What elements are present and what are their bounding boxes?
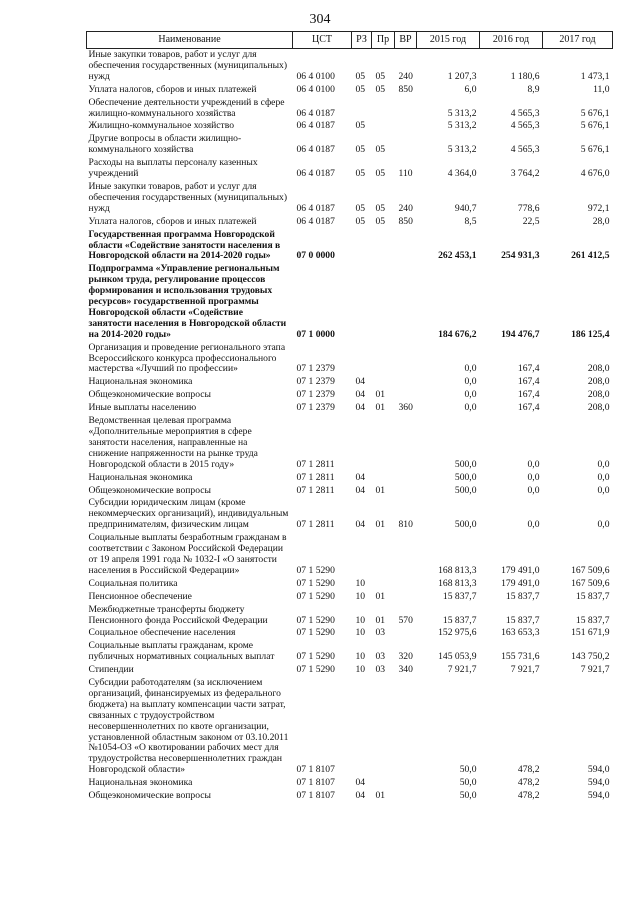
row-cst: 07 1 8107 <box>296 764 335 776</box>
row-name: Уплата налогов, сборов и иных платежей <box>88 83 257 95</box>
row-pr <box>372 677 395 777</box>
row-name: Социальные выплаты гражданам, кроме публичных нормативных социальных выплат <box>88 640 275 663</box>
row-cst: 07 1 5290 <box>296 590 335 602</box>
row-2016: 167,4 <box>517 363 540 375</box>
row-2015: 500,0 <box>454 458 477 470</box>
row-2016: 8,9 <box>527 83 540 95</box>
row-vr <box>395 677 417 777</box>
table-row <box>87 485 613 498</box>
row-vr <box>395 376 417 389</box>
row-2015: 1 207,3 <box>447 70 477 82</box>
row-2016: 7 921,7 <box>510 664 540 676</box>
row-2017: 208,0 <box>587 402 610 414</box>
row-name: Ведомственная целевая программа «Дополнительные мероприятия в сфере занятости населения, направленные на снижение напряженности на рынке труда Новгородской области в 2015 году» <box>88 415 258 470</box>
row-2016: 4 565,3 <box>510 107 540 119</box>
row-2016: 194 476,7 <box>501 328 540 340</box>
row-2016: 478,2 <box>517 764 540 776</box>
row-cst: 06 4 0187 <box>296 144 335 156</box>
row-name: Субсидии юридическим лицам (кроме некоммерческих организаций), индивидуальным предпринимателям, физическим лицам <box>88 497 289 531</box>
row-rz <box>352 415 372 472</box>
row-pr: 05 <box>375 144 386 156</box>
row-cst: 07 1 2379 <box>296 389 335 401</box>
row-2015: 50,0 <box>459 777 477 789</box>
row-vr: 570 <box>398 614 413 626</box>
table-row <box>87 157 613 181</box>
row-pr <box>372 342 395 377</box>
row-vr <box>395 627 417 640</box>
row-vr: 320 <box>398 651 413 663</box>
row-2015: 0,0 <box>464 363 477 375</box>
row-2015: 145 053,9 <box>438 651 477 663</box>
table-row <box>87 49 613 84</box>
row-name: Социальное обеспечение населения <box>88 627 236 639</box>
row-cst: 07 1 5290 <box>296 564 335 576</box>
header-vr: ВР <box>395 32 417 49</box>
row-vr <box>395 532 417 578</box>
row-2016: 4 565,3 <box>510 120 540 132</box>
budget-table <box>86 31 613 803</box>
row-pr: 05 <box>375 168 386 180</box>
page-number: 304 <box>309 12 331 27</box>
row-2015: 8,5 <box>464 215 477 227</box>
row-name: Уплата налогов, сборов и иных платежей <box>88 215 257 227</box>
row-vr <box>395 120 417 133</box>
row-2016: 155 731,6 <box>501 651 540 663</box>
row-vr <box>395 133 417 157</box>
row-rz: 04 <box>355 402 366 414</box>
table-row <box>87 664 613 677</box>
row-pr: 03 <box>375 664 386 676</box>
row-2017: 4 676,0 <box>580 168 610 180</box>
row-cst: 07 1 2811 <box>296 519 335 531</box>
row-pr <box>372 777 395 790</box>
row-cst: 07 0 0000 <box>296 250 335 262</box>
row-2016: 0,0 <box>527 484 540 496</box>
row-2015: 15 837,7 <box>442 614 477 626</box>
row-pr: 01 <box>375 389 386 401</box>
row-rz: 04 <box>355 389 366 401</box>
row-pr: 01 <box>375 590 386 602</box>
row-name: Подпрограмма «Управление региональным рынком труда, регулирование процессов формирования и использования трудовых ресурсов» государственной программы Новгородской области «Содействие занятости населения в Новгородской области на 2014-2020 годы» <box>88 263 287 340</box>
row-cst: 07 1 2811 <box>296 471 335 483</box>
table-row <box>87 591 613 604</box>
table-row <box>87 497 613 532</box>
header-cst: ЦСТ <box>293 32 352 49</box>
row-vr <box>395 790 417 803</box>
row-name: Общеэкономические вопросы <box>88 790 211 802</box>
table-row <box>87 97 613 121</box>
row-rz <box>352 97 372 121</box>
row-vr <box>395 777 417 790</box>
table-row <box>87 376 613 389</box>
table-row <box>87 120 613 133</box>
row-name: Иные выплаты населению <box>88 402 197 414</box>
row-cst: 07 1 5290 <box>296 614 335 626</box>
row-2015: 5 313,2 <box>447 144 477 156</box>
row-2017: 15 837,7 <box>575 590 610 602</box>
row-rz: 10 <box>355 577 366 589</box>
row-cst: 07 1 5290 <box>296 651 335 663</box>
table-row <box>87 677 613 777</box>
row-2017: 5 676,1 <box>580 107 610 119</box>
row-2017: 15 837,7 <box>575 614 610 626</box>
header-name: Наименование <box>87 32 293 49</box>
row-vr <box>395 578 417 591</box>
row-pr <box>372 120 395 133</box>
row-cst: 06 4 0187 <box>296 120 335 132</box>
row-name: Межбюджетные трансферты бюджету Пенсионного фонда Российской Федерации <box>88 603 268 626</box>
row-2016: 179 491,0 <box>501 564 540 576</box>
row-vr: 850 <box>398 215 413 227</box>
table-row <box>87 415 613 472</box>
row-rz <box>352 229 372 264</box>
row-name: Стипендии <box>88 664 134 676</box>
row-2017: 972,1 <box>587 202 610 214</box>
row-2016: 15 837,7 <box>505 590 540 602</box>
row-2015: 6,0 <box>464 83 477 95</box>
row-2016: 0,0 <box>527 471 540 483</box>
row-rz: 05 <box>355 202 366 214</box>
row-name: Социальные выплаты безработным гражданам в соответствии с Законом Российской Федерации от 19 апреля 1991 года № 1032-I «О занятости населения в Российской Федерации» <box>88 532 287 576</box>
row-2017: 0,0 <box>597 458 610 470</box>
row-cst: 07 1 2379 <box>296 402 335 414</box>
table-row <box>87 604 613 628</box>
row-rz: 10 <box>355 664 366 676</box>
row-2016: 163 653,3 <box>501 627 540 639</box>
table-row <box>87 84 613 97</box>
row-2016: 0,0 <box>527 458 540 470</box>
row-rz: 05 <box>355 215 366 227</box>
row-rz: 05 <box>355 83 366 95</box>
row-2016: 3 764,2 <box>510 168 540 180</box>
row-vr <box>395 591 417 604</box>
row-2015: 500,0 <box>454 471 477 483</box>
row-vr: 340 <box>398 664 413 676</box>
row-rz: 05 <box>355 70 366 82</box>
row-name: Пенсионное обеспечение <box>88 590 192 602</box>
row-pr <box>372 376 395 389</box>
row-rz: 10 <box>355 614 366 626</box>
table-body <box>87 49 613 804</box>
row-vr: 360 <box>398 402 413 414</box>
row-2015: 15 837,7 <box>442 590 477 602</box>
row-cst: 07 1 2379 <box>296 363 335 375</box>
row-cst: 06 4 0187 <box>296 168 335 180</box>
row-2017: 208,0 <box>587 363 610 375</box>
row-2017: 167 509,6 <box>571 564 610 576</box>
row-2016: 778,6 <box>517 202 540 214</box>
row-2016: 254 931,3 <box>501 250 540 262</box>
row-2016: 1 180,6 <box>510 70 540 82</box>
row-name: Социальная политика <box>88 577 178 589</box>
row-vr <box>395 485 417 498</box>
row-vr <box>395 415 417 472</box>
row-pr: 05 <box>375 202 386 214</box>
row-cst: 06 4 0187 <box>296 107 335 119</box>
table-row <box>87 342 613 377</box>
row-2017: 7 921,7 <box>580 664 610 676</box>
row-2017: 167 509,6 <box>571 577 610 589</box>
row-pr <box>372 578 395 591</box>
row-vr: 240 <box>398 70 413 82</box>
row-rz: 05 <box>355 144 366 156</box>
row-2015: 5 313,2 <box>447 120 477 132</box>
row-2017: 261 412,5 <box>571 250 610 262</box>
row-vr: 240 <box>398 202 413 214</box>
row-cst: 07 1 5290 <box>296 664 335 676</box>
table-header <box>87 32 613 49</box>
row-name: Национальная экономика <box>88 471 193 483</box>
table-row <box>87 216 613 229</box>
header-2016: 2016 год <box>480 32 543 49</box>
row-2017: 594,0 <box>587 764 610 776</box>
row-rz: 05 <box>355 168 366 180</box>
table-row <box>87 389 613 402</box>
table-row <box>87 229 613 264</box>
row-2017: 0,0 <box>597 471 610 483</box>
row-cst: 07 1 2379 <box>296 376 335 388</box>
row-name: Субсидии работодателям (за исключением организаций, финансируемых из федерального бюджета) на выплату компенсации части затрат, связанных с трудоустройством несовершеннолетних по квоте организации, установленной областным законом от 03.10.2011 №1054-ОЗ «О квотировании рабочих мест для трудоустройства несовершеннолетних граждан Новгородской области» <box>88 677 289 776</box>
row-rz <box>352 677 372 777</box>
row-pr <box>372 532 395 578</box>
row-pr: 01 <box>375 614 386 626</box>
row-name: Государственная программа Новгородской области «Содействие занятости населения в Новгородской области на 2014-2020 годы» <box>88 228 281 262</box>
row-2017: 1 473,1 <box>580 70 610 82</box>
row-rz: 04 <box>355 471 366 483</box>
row-2015: 0,0 <box>464 402 477 414</box>
row-2016: 478,2 <box>517 790 540 802</box>
row-2015: 184 676,2 <box>438 328 477 340</box>
row-2016: 167,4 <box>517 389 540 401</box>
row-2015: 0,0 <box>464 389 477 401</box>
header-2015: 2015 год <box>417 32 480 49</box>
row-vr <box>395 342 417 377</box>
row-cst: 07 1 8107 <box>296 790 335 802</box>
row-pr: 03 <box>375 627 386 639</box>
row-2015: 500,0 <box>454 519 477 531</box>
row-rz: 04 <box>355 519 366 531</box>
row-name: Другие вопросы в области жилищно-коммунального хозяйства <box>88 133 242 156</box>
row-pr: 05 <box>375 70 386 82</box>
row-2017: 28,0 <box>592 215 610 227</box>
row-2015: 7 921,7 <box>447 664 477 676</box>
row-cst: 06 4 0100 <box>296 70 335 82</box>
row-vr <box>395 229 417 264</box>
row-2016: 478,2 <box>517 777 540 789</box>
row-cst: 07 1 2811 <box>296 458 335 470</box>
row-rz: 10 <box>355 651 366 663</box>
row-2017: 0,0 <box>597 484 610 496</box>
row-name: Общеэкономические вопросы <box>88 484 211 496</box>
row-pr: 01 <box>375 484 386 496</box>
row-name: Иные закупки товаров, работ и услуг для обеспечения государственных (муниципальных) нужд <box>88 49 288 82</box>
row-2015: 50,0 <box>459 764 477 776</box>
header-pr: Пр <box>372 32 395 49</box>
row-rz: 10 <box>355 590 366 602</box>
row-rz: 04 <box>355 376 366 388</box>
row-2015: 940,7 <box>454 202 477 214</box>
row-2015: 262 453,1 <box>438 250 477 262</box>
row-2015: 168 813,3 <box>438 564 477 576</box>
table-row <box>87 640 613 664</box>
row-rz: 04 <box>355 790 366 802</box>
row-2016: 167,4 <box>517 402 540 414</box>
row-2015: 0,0 <box>464 376 477 388</box>
table-row <box>87 627 613 640</box>
row-name: Иные закупки товаров, работ и услуг для обеспечения государственных (муниципальных) нужд <box>88 180 288 214</box>
table-row <box>87 263 613 341</box>
table-row <box>87 472 613 485</box>
row-2016: 4 565,3 <box>510 144 540 156</box>
row-vr: 810 <box>398 519 413 531</box>
row-2017: 11,0 <box>593 83 610 95</box>
row-cst: 06 4 0187 <box>296 202 335 214</box>
row-vr <box>395 389 417 402</box>
row-2015: 50,0 <box>459 790 477 802</box>
row-vr <box>395 263 417 341</box>
row-2015: 5 313,2 <box>447 107 477 119</box>
row-rz <box>352 342 372 377</box>
row-vr <box>395 97 417 121</box>
row-pr: 01 <box>375 790 386 802</box>
row-cst: 06 4 0187 <box>296 215 335 227</box>
table-row <box>87 578 613 591</box>
row-2017: 5 676,1 <box>580 120 610 132</box>
row-rz <box>352 532 372 578</box>
row-2017: 143 750,2 <box>571 651 610 663</box>
row-rz: 04 <box>355 484 366 496</box>
row-name: Общеэкономические вопросы <box>88 389 211 401</box>
row-cst: 07 1 5290 <box>296 627 335 639</box>
table-row <box>87 402 613 415</box>
row-pr <box>372 263 395 341</box>
row-2016: 179 491,0 <box>501 577 540 589</box>
row-vr <box>395 472 417 485</box>
row-pr <box>372 472 395 485</box>
table-row <box>87 133 613 157</box>
row-name: Национальная экономика <box>88 376 193 388</box>
row-pr <box>372 415 395 472</box>
row-cst: 06 4 0100 <box>296 83 335 95</box>
row-2017: 151 671,9 <box>571 627 610 639</box>
row-rz: 05 <box>355 120 366 132</box>
row-name: Национальная экономика <box>88 777 193 789</box>
row-pr: 01 <box>375 402 386 414</box>
row-pr: 05 <box>375 215 386 227</box>
header-rz: РЗ <box>352 32 372 49</box>
row-vr: 110 <box>398 168 413 180</box>
row-2017: 208,0 <box>587 376 610 388</box>
row-name: Организация и проведение регионального этапа Всероссийского конкурса профессионального мастерства «Лучший по профессии» <box>88 341 286 375</box>
row-2015: 168 813,3 <box>438 577 477 589</box>
row-rz <box>352 263 372 341</box>
row-cst: 07 1 5290 <box>296 577 335 589</box>
row-2016: 22,5 <box>522 215 540 227</box>
table-row <box>87 790 613 803</box>
row-2016: 167,4 <box>517 376 540 388</box>
row-pr: 05 <box>375 83 386 95</box>
row-2017: 0,0 <box>597 519 610 531</box>
row-2017: 594,0 <box>587 777 610 789</box>
row-pr: 03 <box>375 651 386 663</box>
row-2017: 594,0 <box>587 790 610 802</box>
row-name: Жилищно-коммунальное хозяйство <box>88 120 235 132</box>
table-row <box>87 532 613 578</box>
row-rz: 10 <box>355 627 366 639</box>
row-2015: 152 975,6 <box>438 627 477 639</box>
row-pr: 01 <box>375 519 386 531</box>
header-2017: 2017 год <box>543 32 613 49</box>
row-2016: 15 837,7 <box>505 614 540 626</box>
row-2015: 4 364,0 <box>447 168 477 180</box>
table-row <box>87 181 613 216</box>
row-name: Расходы на выплаты персоналу казенных учреждений <box>88 157 258 180</box>
row-2015: 500,0 <box>454 484 477 496</box>
row-cst: 07 1 8107 <box>296 777 335 789</box>
row-2017: 186 125,4 <box>571 328 610 340</box>
row-cst: 07 1 0000 <box>296 328 335 340</box>
table-row <box>87 777 613 790</box>
row-pr <box>372 229 395 264</box>
row-vr: 850 <box>398 83 413 95</box>
row-cst: 07 1 2811 <box>296 484 335 496</box>
row-pr <box>372 97 395 121</box>
row-rz: 04 <box>355 777 366 789</box>
row-2017: 208,0 <box>587 389 610 401</box>
row-name: Обеспечение деятельности учреждений в сфере жилищно-коммунального хозяйства <box>88 96 285 119</box>
row-2016: 0,0 <box>527 519 540 531</box>
row-2017: 5 676,1 <box>580 144 610 156</box>
